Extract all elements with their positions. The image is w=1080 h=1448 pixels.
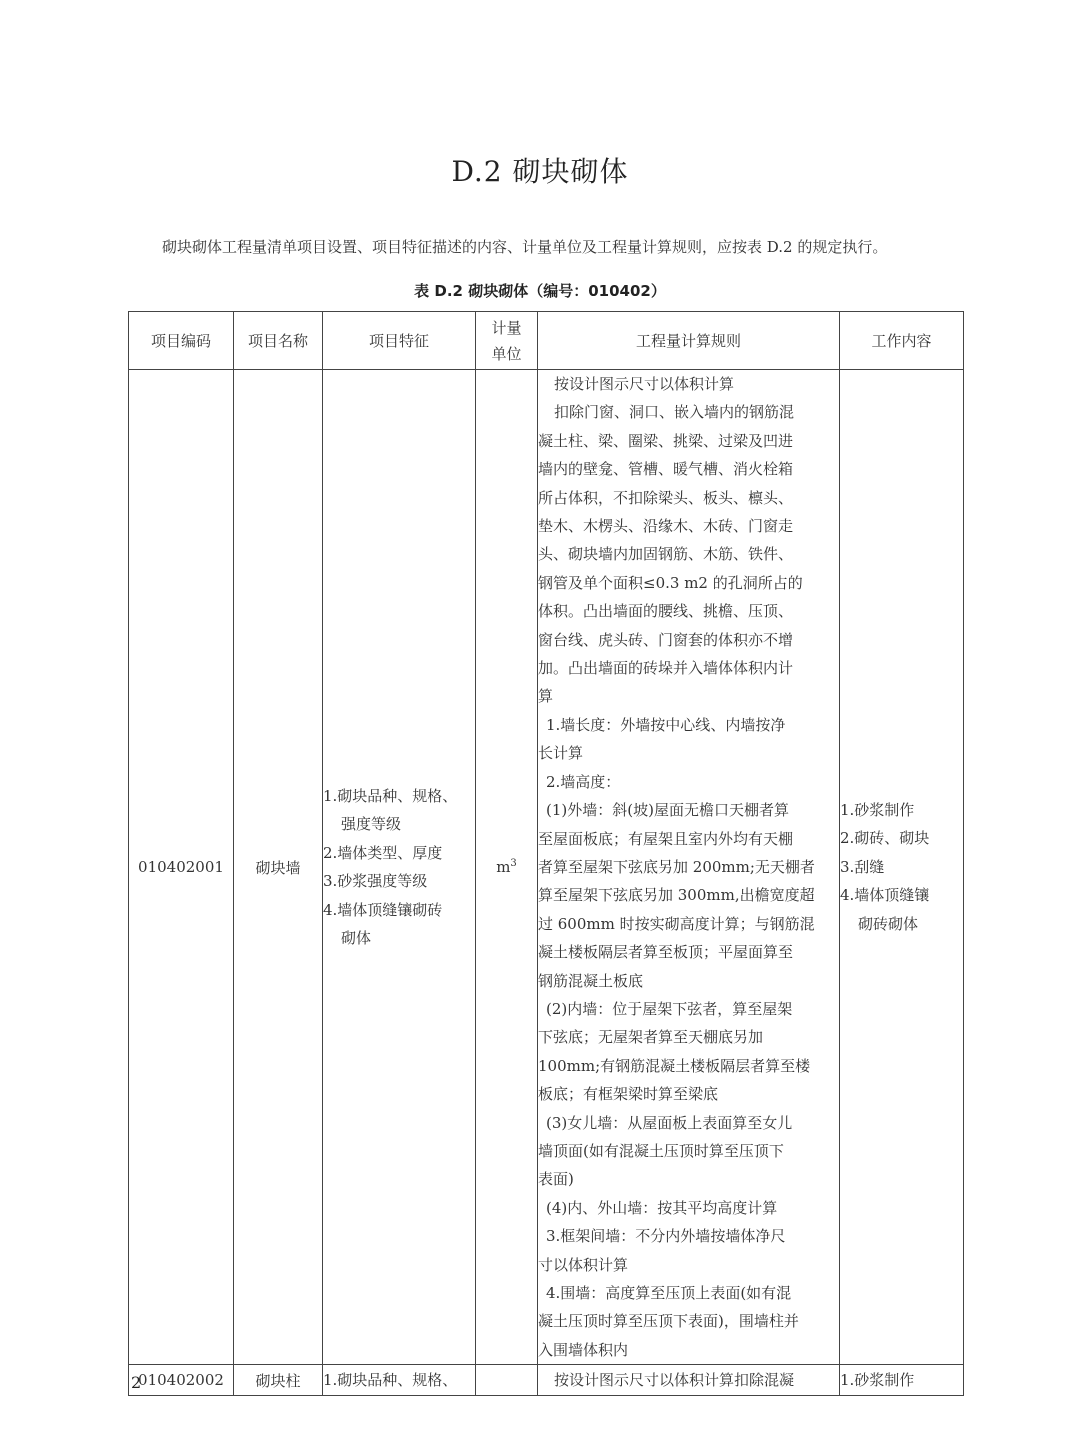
spec-table: [128, 311, 964, 1396]
item-code: 010402002: [129, 1365, 234, 1396]
rule-line: 算至屋架下弦底另加 300mm,出檐宽度超: [538, 886, 815, 905]
item-work: [840, 370, 964, 1365]
item-rules: [538, 370, 840, 1365]
unit-value: $m^3$: [496, 858, 517, 877]
rule-line: 1.墙长度：外墙按中心线、内墙按净: [546, 715, 786, 734]
header-code: 项目编码: [129, 312, 234, 370]
item-features: [323, 370, 476, 1365]
rule-line: 表面): [538, 1170, 574, 1189]
item-unit: [476, 1365, 538, 1396]
rule-line: (2)内墙：位于屋架下弦者，算至屋架: [546, 999, 793, 1018]
rule-line: 体积。凸出墙面的腰线、挑檐、压顶、: [538, 602, 794, 621]
rule-line: 墙内的壁龛、管槽、暖气槽、消火栓箱: [538, 460, 794, 479]
rule-line: (4)内、外山墙：按其平均高度计算: [546, 1198, 778, 1217]
table-header-row: [129, 312, 964, 370]
rule-line: 凝土压顶时算至压顶下表面)，围墙柱并: [538, 1312, 799, 1331]
table-row: [129, 370, 964, 1365]
intro-paragraph: 砌块砌体工程量清单项目设置、项目特征描述的内容、计量单位及工程量计算规则，应按表 D.2 的规定执行。: [162, 238, 888, 256]
rule-line: 按设计图示尺寸以体积计算扣除混凝: [554, 1371, 795, 1390]
rule-line: 入围墙体积内: [538, 1340, 629, 1359]
page-number: 2: [131, 1373, 142, 1392]
rule-line: 长计算: [538, 744, 584, 763]
rule-line: 4.围墙：高度算至压顶上表面(如有混: [546, 1284, 792, 1302]
work-line: 4.墙体顶缝镶: [840, 886, 930, 905]
rule-line: (1)外墙：斜(坡)屋面无檐口天棚者算: [546, 801, 789, 820]
rule-line: 过 600mm 时按实砌高度计算；与钢筋混: [538, 914, 815, 933]
header-unit-line1: 计量: [491, 318, 522, 337]
work-line: 3.刮缝: [840, 857, 885, 876]
feature-line: 2.墙体类型、厚度: [323, 843, 443, 862]
item-name: 砌块柱: [234, 1365, 323, 1396]
header-name: 项目名称: [234, 312, 323, 370]
rule-line: 算: [538, 687, 554, 706]
rule-line: 按设计图示尺寸以体积计算: [554, 375, 735, 393]
item-name: 砌块墙: [234, 370, 323, 1365]
rule-line: 垫木、木楞头、沿缘木、木砖、门窗走: [538, 517, 794, 536]
header-features: 项目特征: [323, 312, 476, 370]
rule-line: 下弦底；无屋架者算至天棚底另加: [538, 1028, 764, 1047]
rule-line: 窗台线、虎头砖、门窗套的体积亦不增: [538, 630, 794, 649]
rule-line: 板底；有框架梁时算至梁底: [538, 1085, 719, 1104]
feature-line: 1.砌块品种、规格、: [323, 786, 458, 805]
item-rules: [538, 1365, 840, 1396]
item-features: [323, 1365, 476, 1396]
rule-line: 2.墙高度：: [546, 772, 621, 791]
rule-line: 凝土柱、梁、圈梁、挑梁、过梁及凹进: [538, 431, 794, 450]
rule-line: 加。凸出墙面的砖垛并入墙体体积内计: [538, 659, 794, 678]
header-work: 工作内容: [840, 312, 964, 370]
rule-line: 墙顶面(如有混凝土压顶时算至压顶下: [538, 1141, 784, 1160]
rule-line: 扣除门窗、洞口、嵌入墙内的钢筋混: [554, 403, 795, 422]
rule-line: 所占体积，不扣除梁头、板头、檩头、: [538, 488, 794, 507]
item-unit: [476, 370, 538, 1365]
item-code: 010402001: [129, 370, 234, 1365]
feature-line: 3.砂浆强度等级: [323, 872, 428, 891]
header-rules: 工程量计算规则: [538, 312, 840, 370]
work-line: 2.砌砖、砌块: [840, 829, 930, 848]
rule-line: 钢管及单个面积≤0.3 m2 的孔洞所占的: [538, 573, 803, 592]
rule-line: 至屋面板底；有屋架且室内外均有天棚: [538, 829, 794, 848]
feature-line: 砌体: [341, 929, 372, 948]
section-title: D.2 砌块砌体: [451, 155, 629, 188]
rule-line: 钢筋混凝土板底: [538, 971, 644, 990]
feature-line: 4.墙体顶缝镶砌砖: [323, 900, 443, 919]
table-row: [129, 1365, 964, 1396]
work-line: 1.砂浆制作: [840, 800, 915, 819]
feature-line: 1.砌块品种、规格、: [323, 1370, 458, 1389]
feature-line: 强度等级: [341, 815, 402, 834]
rule-line: 头、砌块墙内加固钢筋、木筋、铁件、: [538, 545, 794, 564]
rule-line: 100mm;有钢筋混凝土楼板隔层者算至楼: [538, 1056, 811, 1075]
rule-line: 3.框架间墙：不分内外墙按墙体净尺: [546, 1227, 786, 1246]
rule-line: 凝土楼板隔层者算至板顶；平屋面算至: [538, 943, 794, 962]
rule-line: 寸以体积计算: [538, 1255, 629, 1274]
item-work: [840, 1365, 964, 1396]
header-unit: [476, 312, 538, 370]
rule-line: 者算至屋架下弦底另加 200mm;无天棚者: [538, 857, 815, 876]
work-line: 1.砂浆制作: [840, 1370, 915, 1389]
work-line: 砌砖砌体: [858, 914, 919, 933]
table-caption: 表 D.2 砌块砌体（编号：010402）: [414, 282, 666, 300]
header-unit-line2: 单位: [491, 344, 522, 363]
rule-line: (3)女儿墙：从屋面板上表面算至女儿: [546, 1113, 793, 1132]
